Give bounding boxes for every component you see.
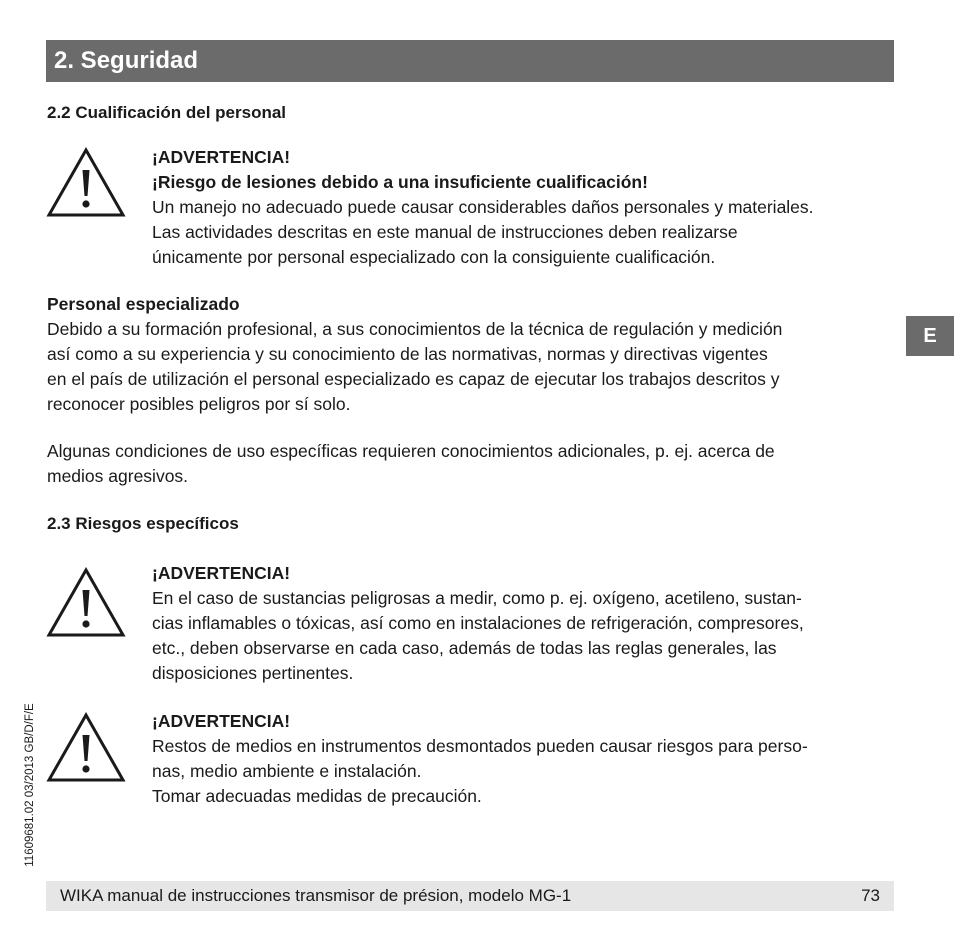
section-title: 2. Seguridad: [46, 40, 894, 82]
subsection-heading-2-2: 2.2 Cualificación del personal: [47, 103, 287, 122]
warning-text-line: nas, medio ambiente e instalación.: [152, 761, 422, 781]
paragraph-heading: Personal especializado: [47, 294, 240, 314]
paragraph-line: Debido a su formación profesional, a sus conocimientos de la técnica de regulación y medición: [47, 319, 783, 339]
warning-block-medium-residues: [152, 709, 912, 809]
warning-text-line: Restos de medios en instrumentos desmontados pueden causar riesgos para perso-: [152, 736, 808, 756]
warning-label: ¡ADVERTENCIA!: [152, 563, 291, 583]
warning-block-dangerous-substances: [152, 561, 912, 686]
warning-text-line: cias inflamables o tóxicas, así como en instalaciones de refrigeración, compresores,: [152, 613, 804, 633]
warning-label: ¡ADVERTENCIA!: [152, 711, 291, 731]
warning-text-line: etc., deben observarse en cada caso, además de todas las reglas generales, las: [152, 638, 777, 658]
warning-label: ¡ADVERTENCIA!: [152, 147, 291, 167]
warning-text-line: disposiciones pertinentes.: [152, 663, 354, 683]
paragraph-line: medios agresivos.: [47, 466, 189, 486]
personal-especializado-paragraph: [47, 292, 907, 417]
warning-text-line: Tomar adecuadas medidas de precaución.: [152, 786, 482, 806]
document-code: 11609681.02 03/2013 GB/D/F/E: [24, 703, 36, 867]
warning-text-line: únicamente por personal especializado con la consiguiente cualificación.: [152, 247, 716, 267]
page-number: 73: [861, 886, 880, 905]
footer-bar: [46, 881, 894, 911]
warning-text-line: Las actividades descritas en este manual de instrucciones deben realizarse: [152, 222, 738, 242]
paragraph-line: en el país de utilización el personal especializado es capaz de ejecutar los trabajos descritos y: [47, 369, 780, 389]
warning-subtitle: ¡Riesgo de lesiones debido a una insuficiente cualificación!: [152, 172, 648, 192]
warning-text-line: Un manejo no adecuado puede causar considerables daños personales y materiales.: [152, 197, 814, 217]
warning-block-qualification: [152, 145, 912, 270]
warning-triangle-icon: [46, 147, 126, 217]
warning-text-line: En el caso de sustancias peligrosas a medir, como p. ej. oxígeno, acetileno, sustan-: [152, 588, 802, 608]
paragraph-line: reconocer posibles peligros por sí solo.: [47, 394, 351, 414]
footer-title: WIKA manual de instrucciones transmisor de présion, modelo MG-1: [60, 886, 572, 905]
language-tab: E: [906, 316, 954, 356]
paragraph-line: Algunas condiciones de uso específicas requieren conocimientos adicionales, p. ej. acerca de: [47, 441, 775, 461]
warning-triangle-icon: [46, 712, 126, 782]
paragraph-line: así como a su experiencia y su conocimiento de las normativas, normas y directivas vigentes: [47, 344, 768, 364]
additional-knowledge-paragraph: [47, 439, 907, 489]
subsection-heading-2-3: 2.3 Riesgos específicos: [47, 514, 239, 533]
warning-triangle-icon: [46, 567, 126, 637]
